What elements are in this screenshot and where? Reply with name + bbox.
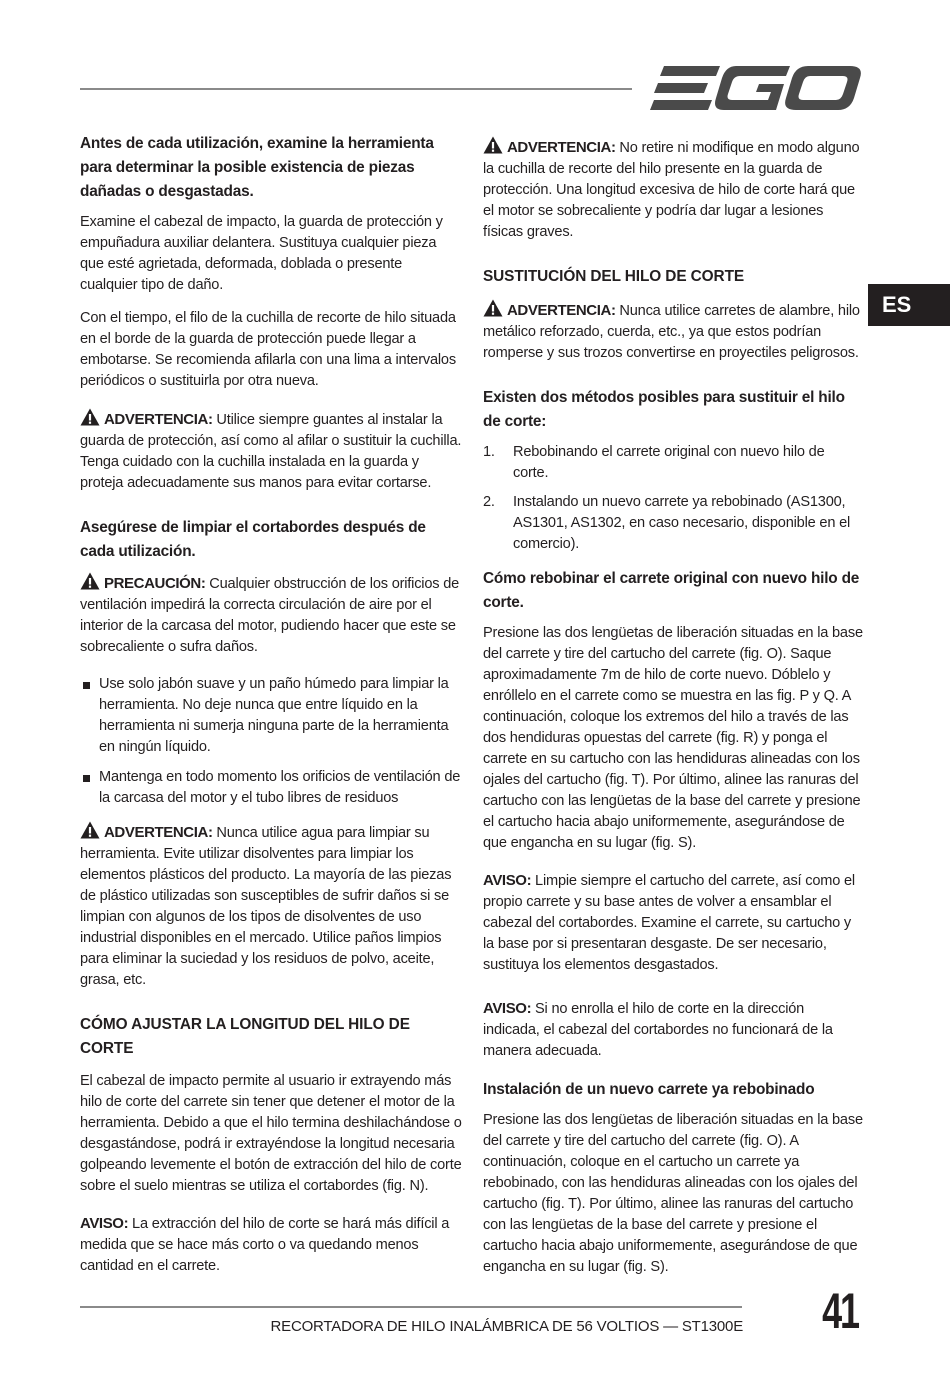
section-heading: Antes de cada utilización, examine la herramienta para determinar la posible existencia de piezas dañadas o desgastadas.: [80, 135, 434, 200]
notice-paragraph: [80, 1213, 462, 1277]
bullet-square-icon: [83, 682, 90, 689]
section-heading: Instalación de un nuevo carrete ya rebobinado: [483, 1081, 815, 1098]
notice-text: La extracción del hilo de corte se hará más difícil a medida que se hace más corto o va quedando menos cantidad en el carrete.: [80, 1216, 450, 1274]
paragraph: Examine el cabezal de impacto, la guarda de protección y empuñadura auxiliar delantera. Sustituya cualquier pieza que esté agrietada, deformada, doblada o presente cualquier tipo de daño.: [80, 214, 443, 293]
warning-paragraph: [483, 136, 863, 243]
paragraph: El cabezal de impacto permite al usuario ir extrayendo más hilo de corte del carrete sin tener que detener el motor de la herramienta. Debido a que el hilo termina deshilachándose o desgastándose, podrá ir extrayéndose la longitud necesaria golpeando levemente el botón de extracción del hilo de corte sobre el suelo mientras se utiliza el cortabordes (fig. N).: [80, 1073, 462, 1194]
caution-label: PRECAUCIÓN:: [104, 575, 206, 592]
warning-text: Utilice siempre guantes al instalar la guarda de protección, así como al afilar o sustituir la cuchilla. Tenga cuidado con la cuchilla instalada en la guarda y proteja adecuadamente sus manos para evitar cortarse.: [80, 412, 462, 491]
notice-label: AVISO:: [483, 872, 532, 889]
caution-triangle-icon: [80, 572, 100, 590]
list-item: Use solo jabón suave y un paño húmedo para limpiar la herramienta. No deje nunca que entre líquido en la herramienta ni sumerja ninguna parte de la herramienta en ningún líquido.: [80, 674, 462, 758]
caution-paragraph: [80, 572, 462, 658]
list-item: Mantenga en todo momento los orificios de ventilación de la carcasa del motor y el tubo libres de residuos: [80, 767, 462, 809]
right-column: [483, 132, 863, 1290]
page-number: 41: [822, 1283, 858, 1339]
warning-paragraph: [80, 408, 462, 494]
notice-paragraph: [483, 870, 863, 976]
notice-label: AVISO:: [483, 1000, 532, 1017]
warning-triangle-icon: [483, 299, 503, 317]
paragraph: Presione las dos lengüetas de liberación situadas en la base del carrete y tire del cartucho del carrete (fig. O). Saque aproximadamente 7m de hilo de corte nuevo. Dóblelo y enróllelo en el carrete como se muestra en las fig. P y Q. A continuación, coloque los extremos del hilo a través de las dos hendiduras opuestas del carrete (fig. R) y ponga el carrete en su cartucho con las hendiduras alineadas con los ojales del cartucho (fig. T). Por último, alinee las ranuras del cartucho con las lengüetas de la base del carrete y presione el cartucho hacia abajo uniformemente, asegurándose de que engancha en su lugar (fig. S).: [483, 625, 863, 851]
warning-text: Nunca utilice carretes de alambre, hilo metálico reforzado, cuerda, etc., ya que estos podrían romperse y sus trozos convertirse en proyectiles peligrosos.: [483, 303, 860, 361]
warning-paragraph: [80, 821, 462, 991]
list-item: 1. Rebobinando el carrete original con nuevo hilo de corte.: [483, 444, 825, 481]
notice-label: AVISO:: [80, 1215, 129, 1232]
ego-logo: [650, 64, 862, 112]
list-item: 2. Instalando un nuevo carrete ya rebobinado (AS1300, AS1301, AS1302, en caso necesario, disponible en el comercio).: [483, 494, 851, 552]
section-heading: CÓMO AJUSTAR LA LONGITUD DEL HILO DE CORTE: [80, 1016, 410, 1057]
caution-text: Cualquier obstrucción de los orificios de ventilación impedirá la correcta circulación de aire por el interior de la carcasa del motor, pudiendo hacer que este se sobrecaliente o sufra daños.: [80, 576, 460, 655]
header-rule: [80, 88, 632, 90]
warning-label: ADVERTENCIA:: [104, 411, 213, 428]
bullet-list: [80, 674, 462, 809]
warning-triangle-icon: [80, 821, 100, 839]
footer-title: RECORTADORA DE HILO INALÁMBRICA DE 56 VOLTIOS — ST1300E: [270, 1318, 743, 1335]
section-heading: Cómo rebobinar el carrete original con nuevo hilo de corte.: [483, 570, 860, 611]
language-tab: ES: [868, 284, 950, 326]
section-heading: Asegúrese de limpiar el cortabordes después de cada utilización.: [80, 519, 426, 560]
section-heading: SUSTITUCIÓN DEL HILO DE CORTE: [483, 268, 745, 285]
warning-label: ADVERTENCIA:: [104, 824, 213, 841]
notice-text: Limpie siempre el cartucho del carrete, así como el propio carrete y su base antes de volver a ensamblar el cabezal del cortabordes. Examine el carrete, su cartucho y la base por si presentaran desgaste. De ser necesario, sustituya los elementos desgastados.: [483, 873, 855, 973]
paragraph: Con el tiempo, el filo de la cuchilla de recorte de hilo situada en el borde de la guarda de protección puede llegar a embotarse. Se recomienda afilarla con una lima a intervalos periódicos o sustituirla por otra nueva.: [80, 310, 456, 389]
warning-triangle-icon: [80, 408, 100, 426]
notice-paragraph: [483, 998, 863, 1062]
numbered-list: [483, 442, 863, 555]
footer-rule: [80, 1306, 742, 1308]
warning-triangle-icon: [483, 136, 503, 154]
warning-label: ADVERTENCIA:: [507, 139, 616, 156]
left-column: [80, 132, 462, 1289]
notice-text: Si no enrolla el hilo de corte en la dirección indicada, el cabezal del cortabordes no funcionará de la manera adecuada.: [483, 1001, 833, 1059]
warning-text: Nunca utilice agua para limpiar su herramienta. Evite utilizar disolventes para limpiar los elementos plásticos del producto. La mayoría de las piezas de plástico utilizadas son susceptibles de sufrir daños si se limpian con algunos de los tipos de disolventes de uso industrial disponibles en el mercado. Utilice paños limpios para eliminar la suciedad y los residuos de polvo, aceite, grasa, etc.: [80, 825, 452, 988]
warning-text: No retire ni modifique en modo alguno la cuchilla de recorte del hilo presente en la guarda de protección. Una longitud excesiva de hilo de corte hará que el motor se sobrecaliente y podría dar lugar a lesiones físicas graves.: [483, 140, 860, 240]
warning-paragraph: [483, 299, 863, 364]
section-heading: Existen dos métodos posibles para sustituir el hilo de corte:: [483, 389, 845, 430]
bullet-square-icon: [83, 775, 90, 782]
paragraph: Presione las dos lengüetas de liberación situadas en la base del carrete y tire del cartucho del carrete (fig. O). A continuación, coloque en el cartucho un carrete ya rebobinado, con las hendiduras alineadas con los ojales del cartucho (fig. T). Por último, alinee las ranuras del cartucho con las lengüetas de la base del carrete y presione el cartucho hacia abajo uniformemente, asegurándose de que engancha en su lugar (fig. S).: [483, 1112, 863, 1275]
warning-label: ADVERTENCIA:: [507, 302, 616, 319]
